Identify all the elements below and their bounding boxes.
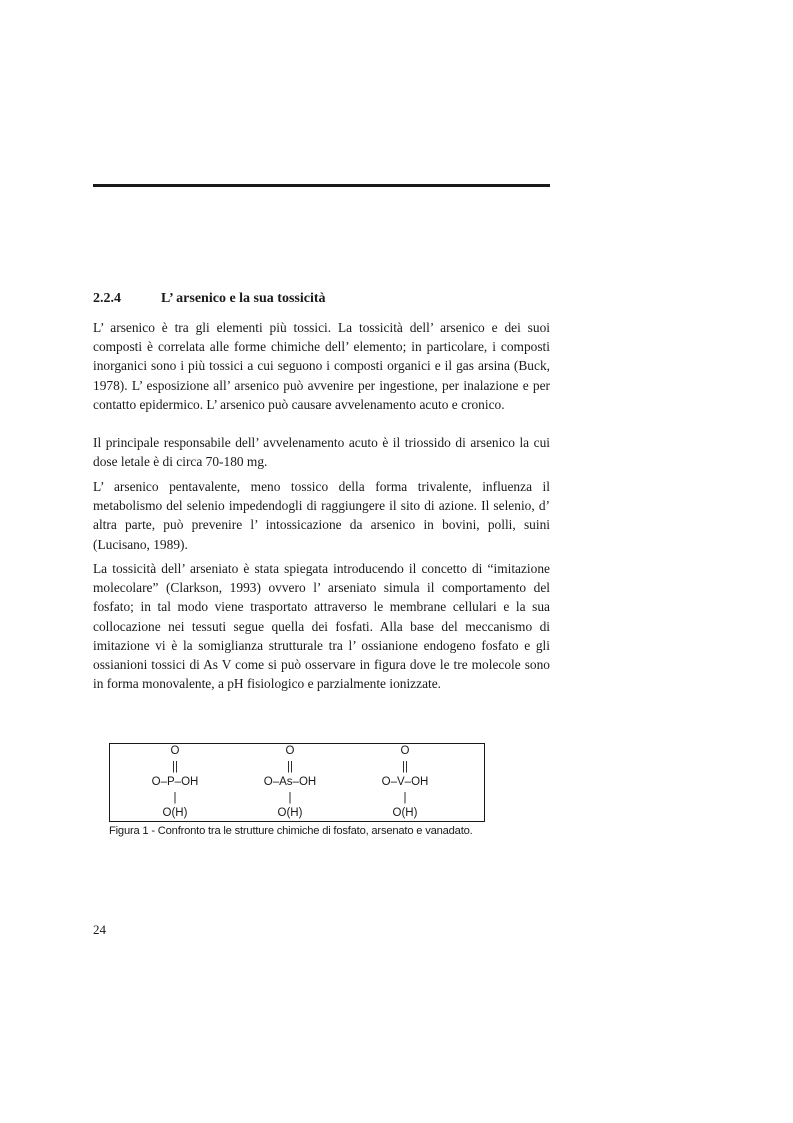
single-bond: | <box>173 791 177 804</box>
paragraph-acute-poisoning: Il principale responsabile dell’ avvelenamento acuto è il triossido di arsenico la cui dose letale è di circa 70-180 mg. <box>93 435 550 470</box>
header-rule <box>93 184 550 187</box>
phosphate-structure <box>120 744 230 822</box>
paragraph-pentavalent: L’ arsenico pentavalente, meno tossico della forma trivalente, influenza il metabolismo del selenio impedendogli di raggiungere il sito di azione. Il selenio, d’ altra parte, può prevenire l’ intossicazione da arsenico in bovini, polli, suini (Lucisano, 1989). <box>93 479 550 552</box>
paragraph-toxicity: L’ arsenico è tra gli elementi più tossici. La tossicità dell’ arsenico e dei suoi composti è correlata alle forme chimiche dell’ elemento; in particolare, i composti inorganici sono i più tossici a cui seguono i composti organici e il gas arsina (Buck, 1978). L’ esposizione all’ arsenico può avvenire per ingestione, per inalazione e per contatto epidermico. L’ arsenico può causare avvelenamento acuto e cronico. <box>93 320 550 412</box>
paragraph-molecular-mimicry: La tossicità dell’ arseniato è stata spiegata introducendo il concetto di “imitazione molecolare” (Clarkson, 1993) ovvero l’ arseniato simula il comportamento del fosfato; in tal modo viene trasportato attraverso le membrane cellulari e la sua collocazione nei tessuti segue quella dei fosfati. Alla base del meccanismo di imitazione vi è la somiglianza strutturale tra l’ ossianione endogeno fosfato e gli ossianioni tossici di As V come si può osservare in figura dove le tre molecole sono in forma monovalente, a pH fisiologico e parzialmente ionizzate. <box>93 561 550 692</box>
section-title: L’ arsenico e la sua tossicità <box>161 291 326 306</box>
figure-caption: Figura 1 - Confronto tra le strutture chimiche di fosfato, arsenato e vanadato. <box>109 825 473 837</box>
central-group: O–V–OH <box>381 776 429 788</box>
oxygen-top: O <box>170 745 180 757</box>
central-group: O–P–OH <box>151 776 199 788</box>
central-group: O–As–OH <box>263 776 317 788</box>
section-heading <box>93 290 550 308</box>
oxygen-bottom: O(H) <box>162 807 188 819</box>
section-number: 2.2.4 <box>93 291 121 306</box>
oxygen-bottom: O(H) <box>277 807 303 819</box>
double-bond: || <box>402 760 408 773</box>
vanadate-structure <box>350 744 460 822</box>
double-bond: || <box>287 760 293 773</box>
single-bond: | <box>288 791 292 804</box>
single-bond: | <box>403 791 407 804</box>
oxygen-top: O <box>285 745 295 757</box>
oxygen-top: O <box>400 745 410 757</box>
figure-structures <box>109 743 485 822</box>
double-bond: || <box>172 760 178 773</box>
oxygen-bottom: O(H) <box>392 807 418 819</box>
page-number: 24 <box>93 922 106 937</box>
arsenate-structure <box>235 744 345 822</box>
